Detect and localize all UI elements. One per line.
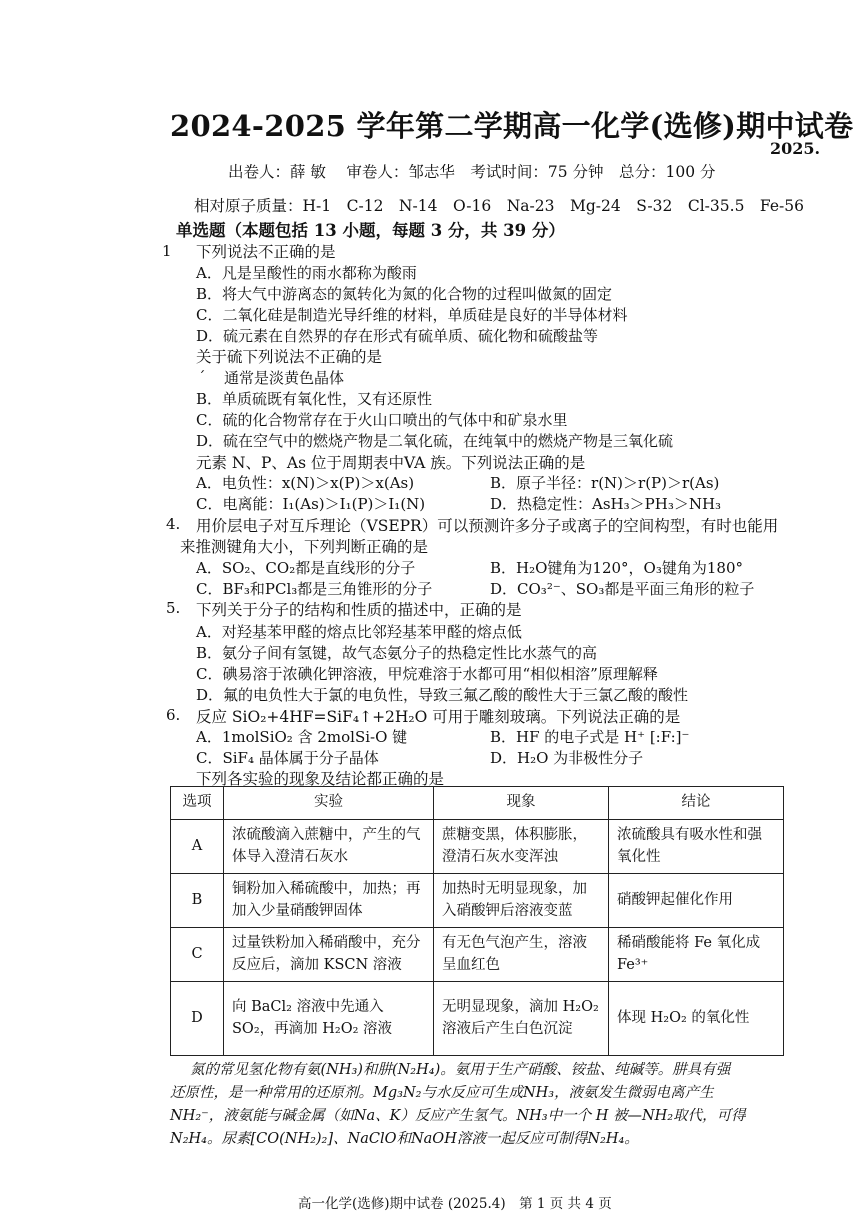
q5-stem: 下列关于分子的结构和性质的描述中，正确的是 [196,601,522,619]
table-cell: 加热时无明显现象，加入硝酸钾后溶液变蓝 [434,874,609,928]
q4-number: 4. [166,515,181,533]
q2-option-b: B．单质硫既有氧化性，又有还原性 [196,390,433,408]
table-cell: C [171,928,224,982]
q4-option-a: A．SO₂、CO₂都是直线形的分子 [196,559,416,577]
section-title: 单选题（本题包括 13 小题，每题 3 分，共 39 分） [176,221,565,240]
passage-line-3: NH₂⁻，液氨能与碱金属（如Na、K）反应产生氢气。NH₃中一个 H 被—NH₂取代，可得 [170,1108,746,1124]
table-cell: 浓硫酸滴入蔗糖中，产生的气体导入澄清石灰水 [224,820,434,874]
q4-option-d: D．CO₃²⁻、SO₃都是平面三角形的粒子 [490,580,755,598]
header-phenomenon: 现象 [434,787,609,820]
table-cell: 体现 H₂O₂ 的氧化性 [609,982,784,1056]
q6-option-c: C．SiF₄ 晶体属于分子晶体 [196,749,379,767]
q5-number: 5. [166,599,181,617]
q2-mark: ˊ [198,368,206,386]
experiment-table [170,786,784,1056]
year-fragment: 2025. [770,139,821,158]
q1-number: 1 [162,242,172,260]
q1-option-b: B．将大气中游离态的氮转化为氮的化合物的过程叫做氮的固定 [196,285,613,303]
table-cell: D [171,982,224,1056]
table-row [171,874,784,928]
q3-option-d: D．热稳定性：AsH₃＞PH₃＞NH₃ [490,495,722,513]
q4-option-b: B．H₂O键角为120°，O₃键角为180° [490,559,743,577]
q2-option-a: 通常是淡黄色晶体 [224,369,345,387]
q3-option-b: B．原子半径：r(N)＞r(P)＞r(As) [490,474,720,492]
q5-option-b: B．氨分子间有氢键，故气态氨分子的热稳定性比水蒸气的高 [196,644,598,662]
passage-line-2: 还原性，是一种常用的还原剂。Mg₃N₂与水反应可生成NH₃，液氨发生微弱电离产生 [170,1085,714,1101]
q6-number: 6. [166,706,181,724]
q3-option-a: A．电负性：x(N)＞x(P)＞x(As) [196,474,415,492]
table-cell: 过量铁粉加入稀硝酸中，充分反应后，滴加 KSCN 溶液 [224,928,434,982]
table-header-row [171,787,784,820]
table-cell: 有无色气泡产生，溶液呈血红色 [434,928,609,982]
q6-option-a: A．1molSiO₂ 含 2molSi-O 键 [196,728,408,746]
q3-stem: 元素 N、P、As 位于周期表中VA 族。下列说法正确的是 [196,454,586,472]
table-cell: B [171,874,224,928]
table-row [171,820,784,874]
table-cell: 铜粉加入稀硫酸中，加热；再加入少量硝酸钾固体 [224,874,434,928]
q5-option-c: C．碘易溶于浓碘化钾溶液，甲烷难溶于水都可用“相似相溶”原理解释 [196,665,658,683]
table-cell: A [171,820,224,874]
q7-stem: 下列各实验的现象及结论都正确的是 [196,770,445,788]
atomic-masses: 相对原子质量：H-1 C-12 N-14 O-16 Na-23 Mg-24 S-32 Cl-35.5 Fe-56 [194,197,804,215]
header-option: 选项 [171,787,224,820]
header-experiment: 实验 [224,787,434,820]
table-cell: 向 BaCl₂ 溶液中先通入 SO₂，再滴加 H₂O₂ 溶液 [224,982,434,1056]
table-row [171,928,784,982]
table-cell: 无明显现象，滴加 H₂O₂ 溶液后产生白色沉淀 [434,982,609,1056]
passage-line-1: 氮的常见氢化物有氨(NH₃)和肼(N₂H₄)。氨用于生产硝酸、铵盐、纯碱等。肼具有强 [190,1062,731,1078]
q1-option-a: A．凡是呈酸性的雨水都称为酸雨 [196,264,417,282]
q1-option-d: D．硫元素在自然界的存在形式有硫单质、硫化物和硫酸盐等 [196,327,599,345]
table-cell: 硝酸钾起催化作用 [609,874,784,928]
q2-option-c: C．硫的化合物常存在于火山口喷出的气体中和矿泉水里 [196,411,568,429]
passage-line-4: N₂H₄。尿素[CO(NH₂)₂]、NaClO和NaOH溶液一起反应可制得N₂H₄。 [170,1131,639,1147]
header-conclusion: 结论 [609,787,784,820]
q4-stem-line1: 用价层电子对互斥理论（VSEPR）可以预测许多分子或离子的空间构型，有时也能用 [196,517,779,535]
q6-stem: 反应 SiO₂+4HF=SiF₄↑+2H₂O 可用于雕刻玻璃。下列说法正确的是 [196,708,681,726]
table-cell: 浓硫酸具有吸水性和强氧化性 [609,820,784,874]
page-footer: 高一化学(选修)期中试卷 (2025.4) 第 1 页 共 4 页 [298,1196,612,1212]
q4-option-c: C．BF₃和PCl₃都是三角锥形的分子 [196,580,433,598]
q5-option-a: A．对羟基苯甲醛的熔点比邻羟基苯甲醛的熔点低 [196,623,522,641]
table-row [171,982,784,1056]
q2-stem: 关于硫下列说法不正确的是 [196,348,383,366]
table-cell: 蔗糖变黑，体积膨胀，澄清石灰水变浑浊 [434,820,609,874]
q1-stem: 下列说法不正确的是 [196,243,336,261]
exam-meta: 出卷人：薛 敏 审卷人：邹志华 考试时间：75 分钟 总分：100 分 [228,163,716,181]
q5-option-d: D．氟的电负性大于氯的电负性，导致三氟乙酸的酸性大于三氯乙酸的酸性 [196,686,689,704]
q6-option-b: B．HF 的电子式是 H⁺ [:F:]⁻ [490,728,690,746]
q6-option-d: D．H₂O 为非极性分子 [490,749,644,767]
q3-option-c: C．电离能：I₁(As)＞I₁(P)＞I₁(N) [196,495,426,513]
exam-title: 2024-2025 学年第二学期高一化学(选修)期中试卷 [170,109,854,143]
q1-option-c: C．二氧化硅是制造光导纤维的材料，单质硅是良好的半导体材料 [196,306,628,324]
q4-stem-line2: 来推测键角大小，下列判断正确的是 [180,538,429,556]
table-cell: 稀硝酸能将 Fe 氧化成 Fe³⁺ [609,928,784,982]
q2-option-d: D．硫在空气中的燃烧产物是二氧化硫，在纯氧中的燃烧产物是三氧化硫 [196,432,674,450]
